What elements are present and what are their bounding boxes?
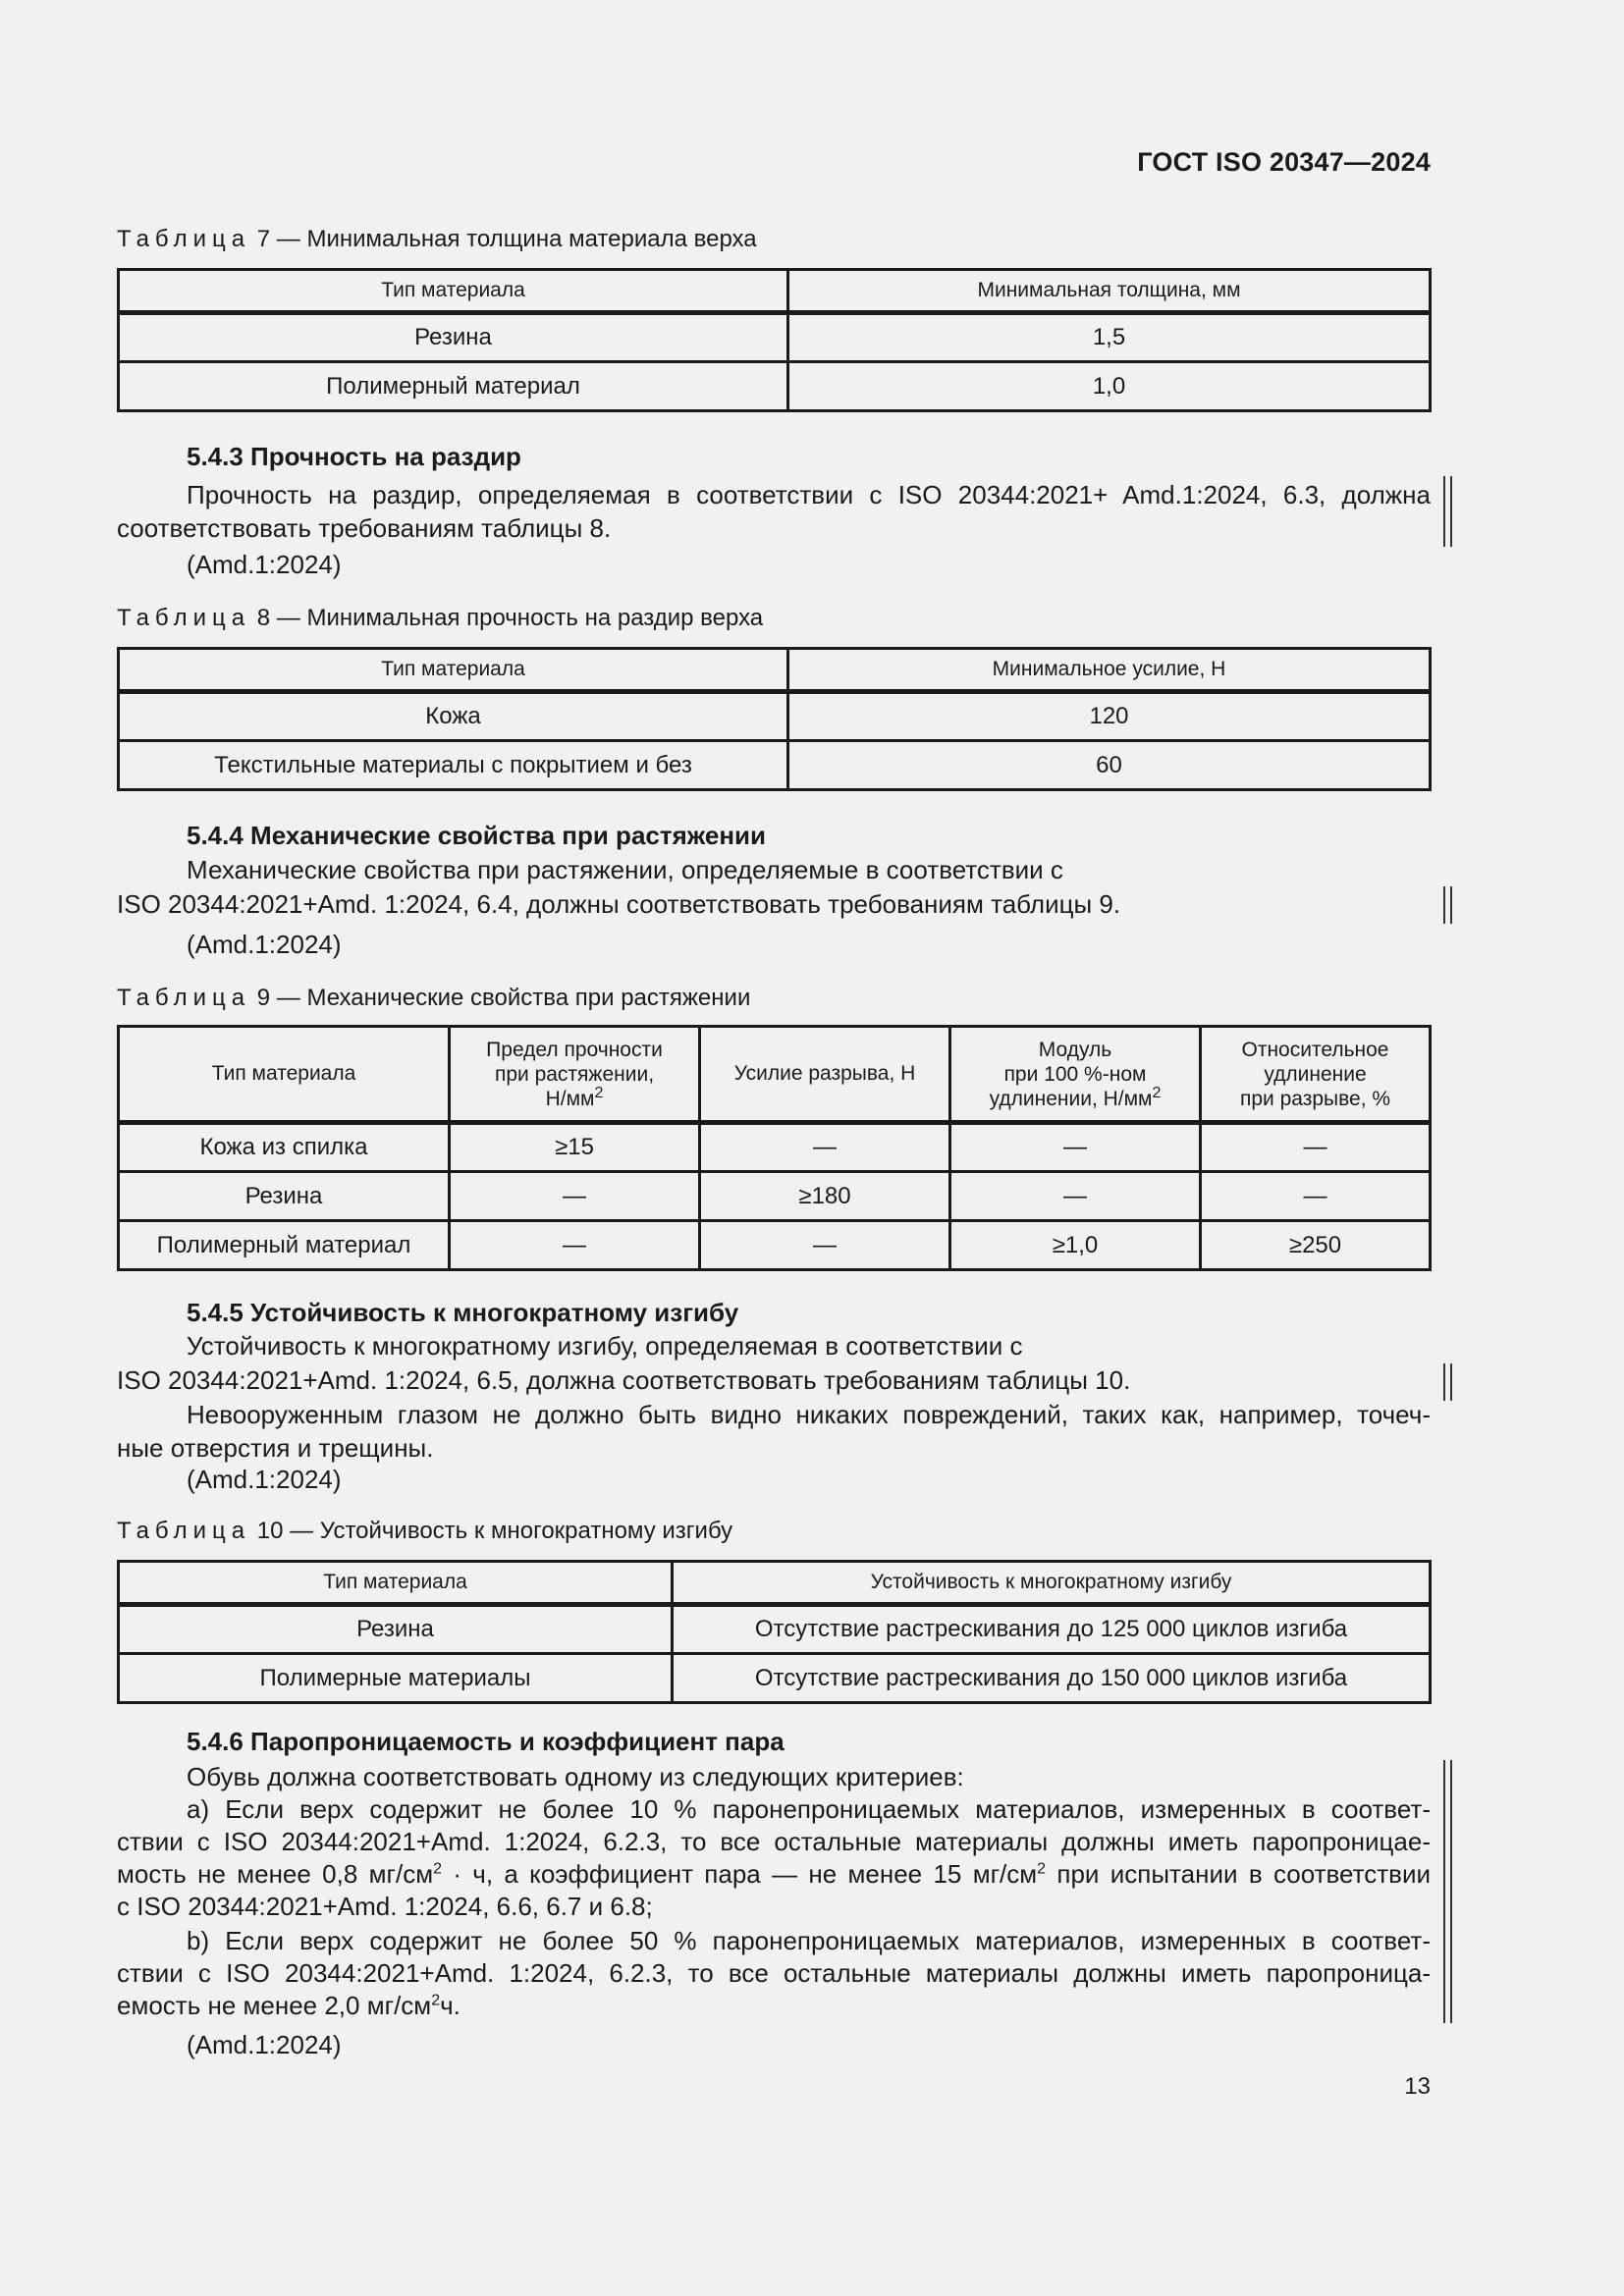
text-line: Устойчивость к многократному изгибу, определяемая в соответствии с — [187, 1331, 1023, 1361]
table-10 — [117, 1560, 1432, 1704]
header-cell: Тип материала — [119, 649, 788, 692]
table-cell: — — [1201, 1123, 1431, 1172]
amendment-note: (Amd.1:2024) — [187, 2030, 342, 2059]
text-span: ч. — [440, 1991, 460, 2020]
header-cell — [450, 1027, 700, 1123]
section-5-4-4-title: 5.4.4 Механические свойства при растяжении — [187, 821, 766, 850]
table-row — [119, 313, 1431, 362]
header-text: Модуль — [1038, 1038, 1112, 1061]
table-cell: Полимерные материалы — [119, 1654, 673, 1703]
amendment-note: (Amd.1:2024) — [187, 550, 342, 579]
text-line: Обувь должна соответствовать одному из следующих критериев: — [187, 1762, 964, 1791]
amendment-note: (Amd.1:2024) — [187, 1465, 342, 1494]
table-row — [119, 1654, 1431, 1703]
table-cell: Кожа — [119, 692, 788, 741]
header-text: Предел прочности — [486, 1038, 663, 1061]
table-cell: Резина — [119, 1172, 450, 1221]
header-cell: Устойчивость к многократному изгибу — [673, 1562, 1431, 1605]
table-8-caption — [117, 605, 763, 632]
table-row — [119, 692, 1431, 741]
section-5-4-3-text — [117, 478, 1431, 545]
table-cell: ≥15 — [450, 1123, 700, 1172]
superscript: 2 — [1037, 1860, 1047, 1878]
header-text: при разрыве, % — [1239, 1087, 1391, 1110]
table-cell: — — [700, 1221, 950, 1270]
caption-word: Таблица — [117, 1518, 251, 1544]
table-cell: Текстильные материалы с покрытием и без — [119, 741, 788, 790]
table-row — [119, 362, 1431, 411]
text-line: Прочность на раздир, определяемая в соответствии с ISO 20344:2021+ Amd.1:2024, 6.3, должна — [187, 480, 1431, 509]
caption-word: Таблица — [117, 985, 251, 1011]
table-row — [119, 1221, 1431, 1270]
header-cell: Тип материала — [119, 1027, 450, 1123]
superscript: 2 — [433, 1860, 442, 1878]
table-cell: Полимерный материал — [119, 1221, 450, 1270]
table-header-row — [119, 1562, 1431, 1605]
table-header-row — [119, 1027, 1431, 1123]
table-cell: 1,0 — [788, 362, 1431, 411]
table-cell: Отсутствие растрескивания до 125 000 циклов изгиба — [673, 1605, 1431, 1654]
table-cell: Кожа из спилка — [119, 1123, 450, 1172]
table-cell: ≥250 — [1201, 1221, 1431, 1270]
text-span: емость не менее 2,0 мг/см — [117, 1991, 432, 2020]
text-line: Невооруженным глазом не должно быть видно никаких повреждений, таких как, например, точеч- — [187, 1400, 1431, 1429]
table-cell: — — [450, 1221, 700, 1270]
table-cell: 60 — [788, 741, 1431, 790]
header-text: при растяжении, — [494, 1062, 655, 1086]
text-line: с ISO 20344:2021+Amd. 1:2024, 6.6, 6.7 и 6.8; — [117, 1892, 653, 1921]
table-header-row — [119, 649, 1431, 692]
section-5-4-5-note — [117, 1398, 1431, 1465]
caption-word: Таблица — [117, 226, 251, 252]
change-bar — [1443, 886, 1452, 924]
text-line: ISO 20344:2021+Amd. 1:2024, 6.4, должны соответствовать требованиям таблицы 9. — [117, 889, 1121, 919]
table-cell: Отсутствие растрескивания до 150 000 циклов изгиба — [673, 1654, 1431, 1703]
table-cell: — — [950, 1123, 1201, 1172]
section-5-4-3-title: 5.4.3 Прочность на раздир — [187, 442, 521, 471]
text-line — [117, 1858, 1431, 1891]
text-span: при испытании в соответствии — [1046, 1859, 1432, 1889]
table-cell: Резина — [119, 313, 788, 362]
superscript: 2 — [594, 1084, 604, 1101]
table-row — [119, 1123, 1431, 1172]
change-bar — [1443, 1760, 1452, 2023]
text-line: b) Если верх содержит не более 50 % паронепроницаемых материалов, измеренных в соответ- — [187, 1926, 1431, 1955]
header-text: Относительное — [1241, 1038, 1389, 1061]
table-row — [119, 1172, 1431, 1221]
header-cell: Усилие разрыва, Н — [700, 1027, 950, 1123]
table-cell: — — [950, 1172, 1201, 1221]
table-row — [119, 1605, 1431, 1654]
table-cell: — — [450, 1172, 700, 1221]
superscript: 2 — [1152, 1084, 1162, 1101]
text-span: мость не менее 0,8 мг/см — [117, 1859, 434, 1889]
text-line — [117, 1990, 1431, 2022]
section-5-4-5-title: 5.4.5 Устойчивость к многократному изгибу — [187, 1298, 739, 1327]
header-cell — [1201, 1027, 1431, 1123]
criterion-b — [117, 1925, 1431, 2022]
text-line: ные отверстия и трещины. — [117, 1433, 434, 1463]
table-row — [119, 741, 1431, 790]
change-bar — [1443, 1363, 1452, 1401]
header-cell: Тип материала — [119, 270, 788, 313]
table-7-caption — [117, 226, 757, 253]
header-text: удлинение — [1264, 1062, 1367, 1086]
page-number: 13 — [1404, 2073, 1431, 2100]
text-line: ствии с ISO 20344:2021+Amd. 1:2024, 6.2.3, то все остальные материалы должны иметь паропроница- — [117, 1958, 1431, 1988]
text-line: ISO 20344:2021+Amd. 1:2024, 6.5, должна соответствовать требованиям таблицы 10. — [117, 1365, 1131, 1395]
header-text: Н/мм — [545, 1087, 595, 1110]
table-cell: Полимерный материал — [119, 362, 788, 411]
text-line: а) Если верх содержит не более 10 % паронепроницаемых материалов, измеренных в соответ- — [187, 1794, 1431, 1824]
table-9 — [117, 1025, 1432, 1271]
change-bar — [1443, 476, 1452, 547]
header-cell — [950, 1027, 1201, 1123]
table-8 — [117, 647, 1432, 791]
criterion-a — [117, 1793, 1431, 1923]
table-10-caption — [117, 1518, 732, 1545]
caption-text: 7 — Минимальная толщина материала верха — [250, 226, 757, 252]
text-line: соответствовать требованиям таблицы 8. — [117, 513, 612, 543]
document-id-header: ГОСТ ISO 20347—2024 — [1137, 147, 1431, 177]
table-9-caption — [117, 985, 750, 1012]
text-line: ствии с ISO 20344:2021+Amd. 1:2024, 6.2.3, то все остальные материалы должны иметь паропроницае- — [117, 1827, 1431, 1856]
text-span: · ч, а коэффициент пара — не менее 15 мг/см — [442, 1859, 1038, 1889]
superscript: 2 — [431, 1992, 441, 2009]
header-text: при 100 %-ном — [1003, 1062, 1147, 1086]
amendment-note: (Amd.1:2024) — [187, 930, 342, 959]
text-line: Механические свойства при растяжении, определяемые в соответствии с — [187, 855, 1063, 884]
table-cell: ≥1,0 — [950, 1221, 1201, 1270]
header-cell: Минимальное усилие, Н — [788, 649, 1431, 692]
caption-word: Таблица — [117, 605, 251, 631]
table-cell: 1,5 — [788, 313, 1431, 362]
caption-text: 8 — Минимальная прочность на раздир верха — [250, 605, 764, 631]
header-text: удлинении, Н/мм — [989, 1087, 1153, 1110]
table-cell: — — [700, 1123, 950, 1172]
table-cell: Резина — [119, 1605, 673, 1654]
section-5-4-6-title: 5.4.6 Паропроницаемость и коэффициент пара — [187, 1727, 785, 1756]
table-cell: — — [1201, 1172, 1431, 1221]
table-cell: 120 — [788, 692, 1431, 741]
header-cell: Минимальная толщина, мм — [788, 270, 1431, 313]
header-cell: Тип материала — [119, 1562, 673, 1605]
caption-text: 9 — Механические свойства при растяжении — [250, 985, 751, 1011]
caption-text: 10 — Устойчивость к многократному изгибу — [250, 1518, 733, 1544]
table-header-row — [119, 270, 1431, 313]
table-7 — [117, 268, 1432, 412]
table-cell: ≥180 — [700, 1172, 950, 1221]
